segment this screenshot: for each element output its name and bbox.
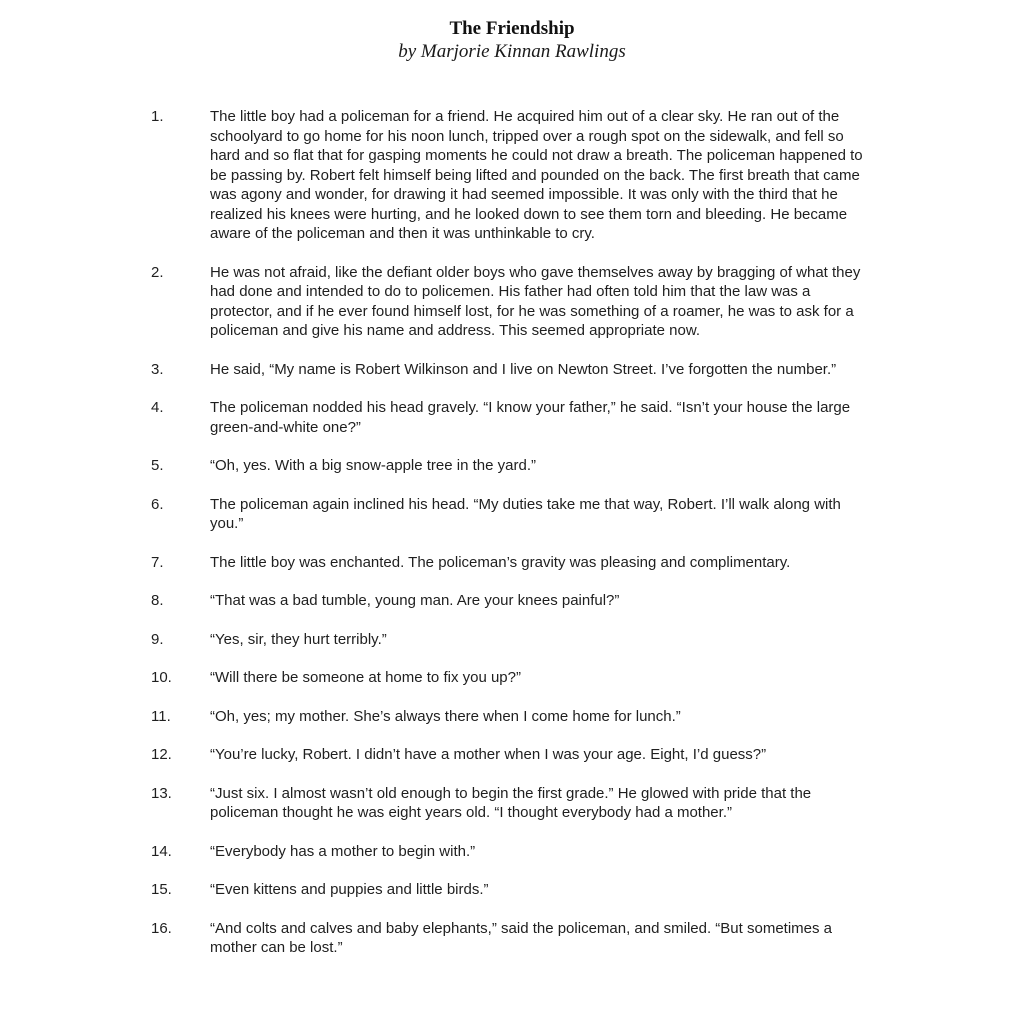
paragraph-item [151, 591, 1024, 611]
paragraph-item [151, 630, 1024, 650]
paragraph-item [151, 398, 1024, 437]
paragraph-number: 4. [151, 399, 164, 416]
paragraph-text: “You’re lucky, Robert. I didn’t have a mother when I was your age. Eight, I’d guess?” [210, 746, 767, 763]
paragraph-list [0, 107, 1024, 958]
paragraph-item [151, 495, 1024, 534]
paragraph-item [151, 456, 1024, 476]
paragraph-text: The policeman nodded his head gravely. “I know your father,” he said. “Isn’t your house the large green-and-white one?” [210, 399, 851, 436]
paragraph-text: “Even kittens and puppies and little birds.” [210, 881, 489, 898]
paragraph-item [151, 107, 1024, 244]
paragraph-number: 3. [151, 360, 164, 378]
paragraph-text: The little boy was enchanted. The policeman’s gravity was pleasing and complimentary. [210, 553, 791, 571]
paragraph-text: “Yes, sir, they hurt terribly.” [210, 630, 387, 648]
paragraph-number: 16. [151, 919, 172, 937]
paragraph-text: “Oh, yes. With a big snow-apple tree in the yard.” [210, 457, 536, 474]
paragraph-text: “And colts and calves and baby elephants,” said the policeman, and smiled. “But sometimes a mother can be lost.” [210, 919, 833, 956]
document-header [0, 0, 1024, 63]
paragraph-text: “Will there be someone at home to fix you up?” [210, 669, 521, 686]
paragraph-item [151, 919, 1024, 958]
paragraph-number: 7. [151, 553, 164, 571]
paragraph-item [151, 360, 1024, 380]
paragraph-item [151, 668, 1024, 688]
paragraph-text: He was not afraid, like the defiant older boys who gave themselves away by bragging of what they had done and intended to do to policemen. His father had often told him that the law was a protector, and if he ever found himself lost, for he was something of a roamer, he was to ask for a policeman and give his name and address. This seemed appropriate now. [210, 263, 861, 339]
paragraph-number: 11. [151, 707, 171, 725]
paragraph-item [151, 784, 1024, 823]
paragraph-number: 12. [151, 746, 172, 763]
paragraph-text: “That was a bad tumble, young man. Are your knees painful?” [210, 592, 620, 609]
paragraph-text: “Everybody has a mother to begin with.” [210, 842, 476, 860]
document-title: The Friendship [449, 18, 575, 39]
paragraph-number: 10. [151, 669, 172, 686]
paragraph-item [151, 263, 1024, 341]
paragraph-item [151, 880, 1024, 900]
paragraph-number: 13. [151, 784, 172, 802]
paragraph-text: “Oh, yes; my mother. She’s always there when I come home for lunch.” [210, 707, 681, 725]
paragraph-text: “Just six. I almost wasn’t old enough to begin the first grade.” He glowed with pride that the policeman thought he was eight years old. “I thought everybody had a mother.” [210, 784, 812, 821]
paragraph-number: 2. [151, 263, 164, 281]
paragraph-item [151, 745, 1024, 765]
paragraph-number: 15. [151, 881, 172, 898]
paragraph-number: 9. [151, 630, 164, 648]
paragraph-number: 14. [151, 842, 172, 860]
paragraph-item [151, 707, 1024, 727]
paragraph-number: 6. [151, 495, 164, 513]
paragraph-text: The policeman again inclined his head. “My duties take me that way, Robert. I’ll walk along with you.” [210, 495, 841, 532]
paragraph-text: He said, “My name is Robert Wilkinson and I live on Newton Street. I’ve forgotten the number.” [210, 360, 837, 378]
paragraph-item [151, 553, 1024, 573]
paragraph-item [151, 842, 1024, 862]
paragraph-number: 8. [151, 592, 164, 609]
paragraph-number: 5. [151, 457, 164, 474]
paragraph-text: The little boy had a policeman for a friend. He acquired him out of a clear sky. He ran out of the schoolyard to go home for his noon lunch, tripped over a rough spot on the sidewalk, and fell so hard and so flat that for gasping moments he could not draw a breath. The policeman happened to be passing by. Robert felt himself being lifted and pounded on the back. The first breath that came was agony and wonder, for drawing it had seemed impossible. It was only with the third that he realized his knees were hurting, and he looked down to see them torn and bleeding. He became aware of the policeman and then it was unthinkable to cry. [210, 108, 863, 242]
document-author: by Marjorie Kinnan Rawlings [398, 41, 626, 62]
paragraph-number: 1. [151, 108, 164, 125]
